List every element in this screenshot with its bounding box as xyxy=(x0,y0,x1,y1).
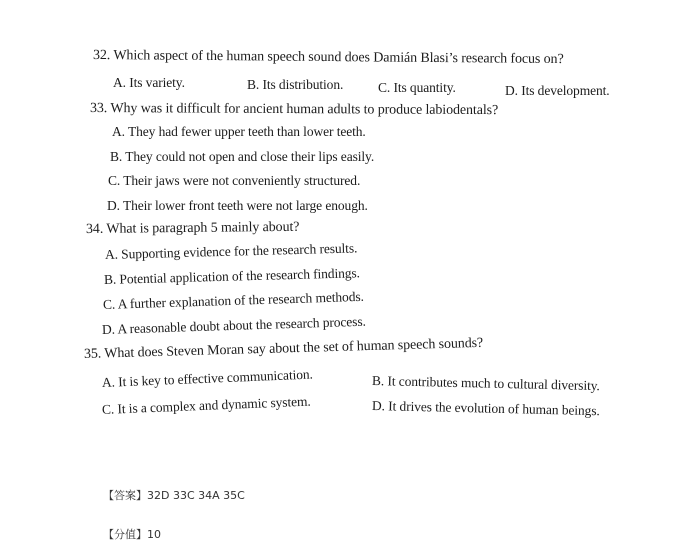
question-32-option-a: A. Its variety. xyxy=(113,75,185,90)
question-34-option-d: D. A reasonable doubt about the research process. xyxy=(101,313,366,337)
question-35-option-b: B. It contributes much to cultural diversity. xyxy=(371,373,600,394)
question-35-option-d: D. It drives the evolution of human beings. xyxy=(371,398,600,419)
question-35-option-c: C. It is a complex and dynamic system. xyxy=(101,393,311,417)
question-33-option-c: C. Their jaws were not conveniently structured. xyxy=(108,173,361,188)
question-34-option-c: C. A further explanation of the research methods. xyxy=(102,288,364,312)
question-34-option-b: B. Potential application of the research findings. xyxy=(103,265,361,287)
question-34-option-a: A. Supporting evidence for the research results. xyxy=(104,240,358,262)
question-33-option-a: A. They had fewer upper teeth than lower teeth. xyxy=(112,124,366,139)
question-32-option-b: B. Its distribution. xyxy=(247,77,344,92)
question-35-option-a: A. It is key to effective communication. xyxy=(101,366,314,390)
question-32-option-c: C. Its quantity. xyxy=(378,80,456,95)
question-34-stem: 34. What is paragraph 5 mainly about? xyxy=(85,219,300,237)
question-32-stem: 32. Which aspect of the human speech sound does Damián Blasi’s research focus on? xyxy=(92,48,564,68)
score-value: 【分值】10 xyxy=(103,528,161,541)
answer-key: 【答案】32D 33C 34A 35C xyxy=(103,489,245,502)
question-32-option-d: D. Its development. xyxy=(505,83,610,98)
question-35-stem: 35. What does Steven Moran say about the set of human speech sounds? xyxy=(83,335,484,362)
question-33-option-b: B. They could not open and close their lips easily. xyxy=(110,149,375,164)
question-33-option-d: D. Their lower front teeth were not large enough. xyxy=(107,198,368,213)
question-33-stem: 33. Why was it difficult for ancient human adults to produce labiodentals? xyxy=(89,101,499,119)
